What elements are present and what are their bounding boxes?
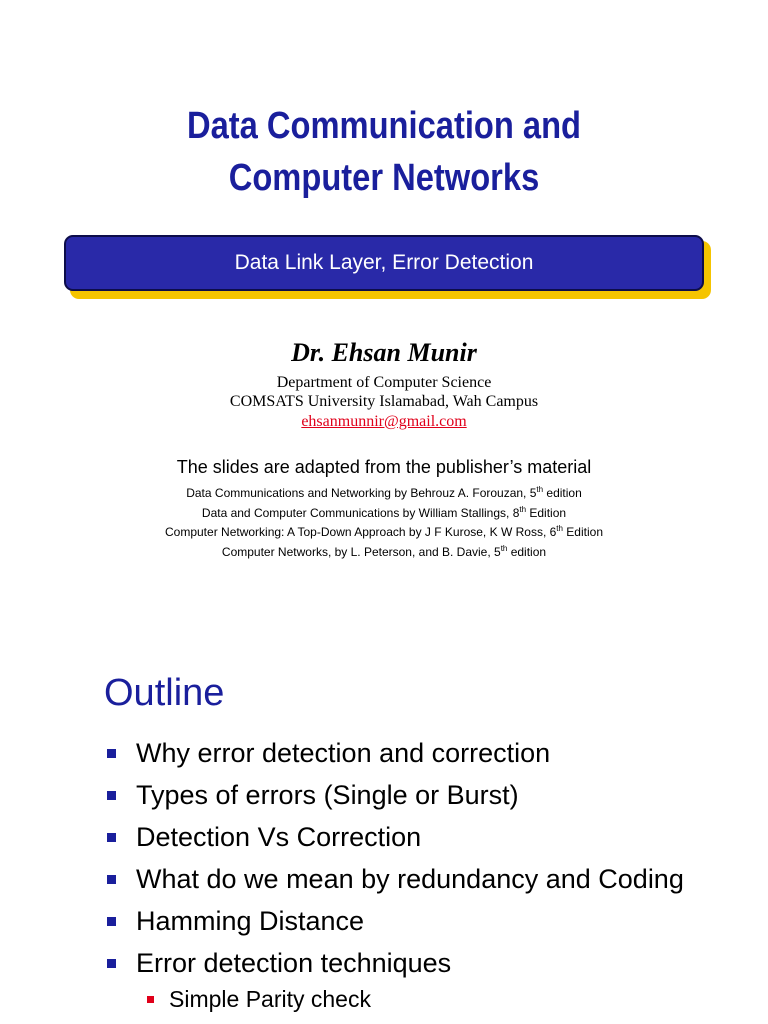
- reference-item: Data and Computer Communications by William Stallings, 8th Edition: [201, 504, 567, 520]
- sub-bullet-item: Simple Parity check: [147, 982, 371, 1016]
- subtitle-text: Data Link Layer, Error Detection: [234, 251, 534, 274]
- square-bullet-icon: [107, 959, 116, 968]
- references-list: [0, 482, 768, 560]
- slide-title: [54, 100, 714, 204]
- bullet-item: Types of errors (Single or Burst): [104, 776, 684, 818]
- author-name: Dr. Ehsan Munir: [291, 338, 477, 367]
- square-bullet-icon: [107, 917, 116, 926]
- reference-item: Data Communications and Networking by Behrouz A. Forouzan, 5th edition: [186, 485, 582, 500]
- reference-item: Computer Networking: A Top-Down Approach by J F Kurose, K W Ross, 6th Edition: [165, 524, 603, 539]
- university: COMSATS University Islamabad, Wah Campus: [229, 393, 539, 410]
- square-bullet-icon: [107, 749, 116, 758]
- bullet-item: Detection Vs Correction: [104, 818, 684, 860]
- red-square-bullet-icon: [147, 996, 154, 1003]
- bullet-item: Hamming Distance: [104, 902, 684, 944]
- email-link[interactable]: ehsanmunnir@gmail.com: [301, 413, 467, 430]
- slide-title-line-2: Computer Networks: [228, 157, 540, 199]
- department: Department of Computer Science: [276, 374, 492, 391]
- subtitle-banner: [64, 235, 704, 291]
- square-bullet-icon: [107, 791, 116, 800]
- square-bullet-icon: [107, 875, 116, 884]
- bullet-item: Why error detection and correction: [104, 734, 684, 776]
- bullet-item: Error detection techniques: [104, 944, 684, 986]
- reference-item: Computer Networks, by L. Peterson, and B. Davie, 5th edition: [221, 543, 547, 559]
- outline-title: Outline: [104, 672, 225, 714]
- outline-sub-bullet-list: [147, 982, 371, 1016]
- adapted-note: The slides are adapted from the publisher’s material: [176, 457, 592, 477]
- bullet-item: What do we mean by redundancy and Coding: [104, 860, 684, 902]
- outline-bullet-list: [104, 734, 684, 986]
- square-bullet-icon: [107, 833, 116, 842]
- slide-title-line-1: Data Communication and: [186, 105, 582, 147]
